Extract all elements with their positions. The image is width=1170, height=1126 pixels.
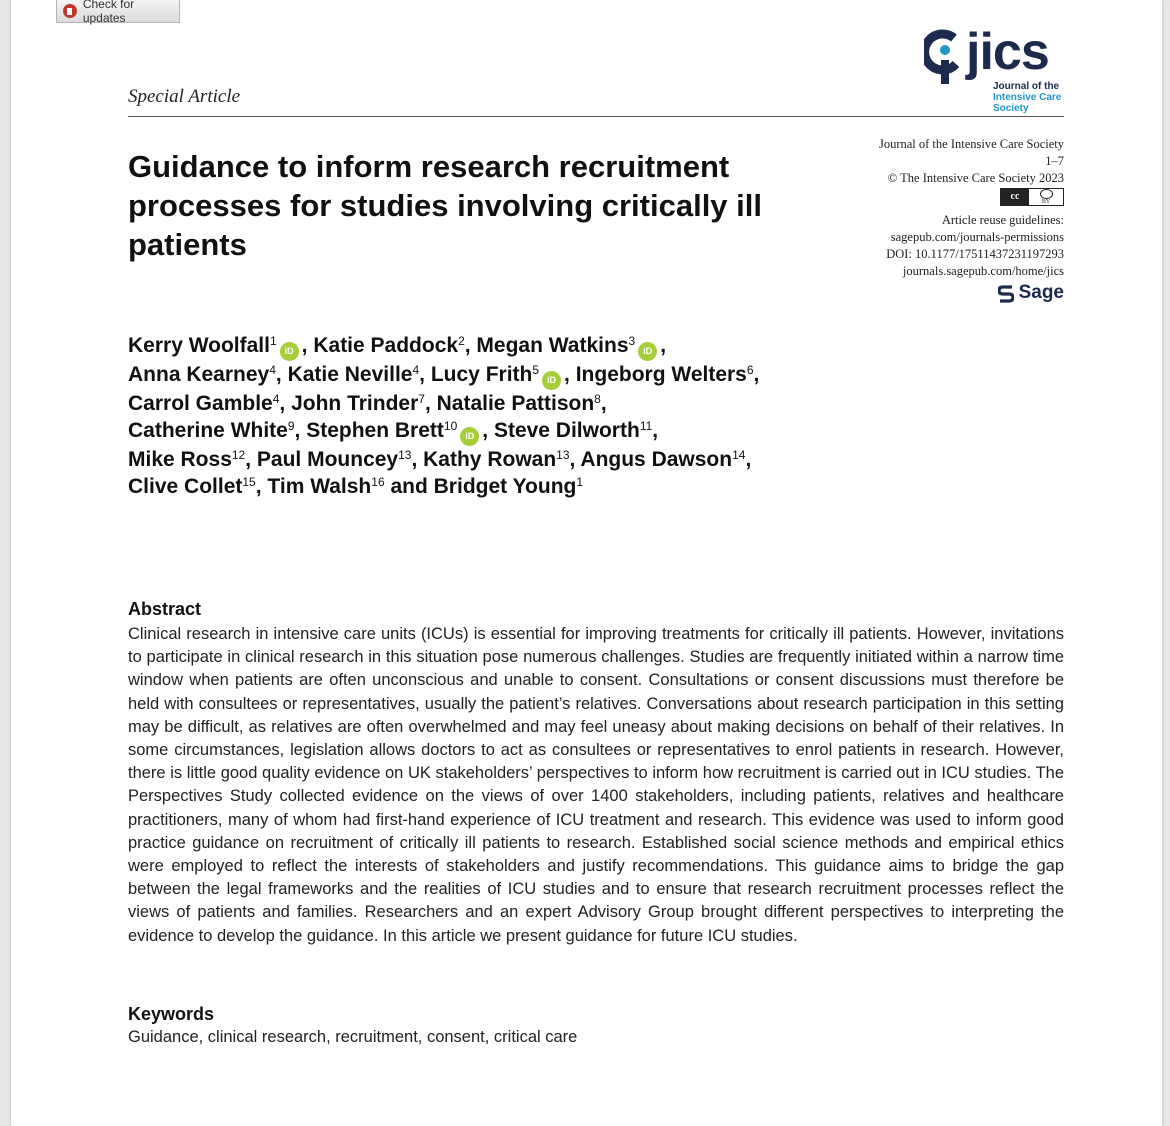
affiliation-number: 1 [576,475,584,490]
affiliation-number: 1 [269,334,277,348]
affiliation-number: 6 [746,363,754,377]
sage-logo [998,284,1064,304]
affiliation-number: 7 [418,392,425,406]
author [128,448,245,471]
orcid-icon[interactable]: iD [280,342,299,361]
author [431,363,564,386]
orcid-icon[interactable]: iD [542,371,561,390]
author [128,475,256,498]
author-name: Ingeborg Welters [575,363,747,386]
jics-wordmark: jics [966,23,1049,81]
cc-badge-label: cc [1001,189,1029,205]
author-name: Katie Paddock [313,334,459,357]
author-name: Clive Collet [128,475,243,499]
copyright: © The Intensive Care Society 2023 [887,170,1064,185]
doi[interactable]: DOI: 10.1177/17511437231197293 [886,246,1064,261]
author-name: Paul Mouncey [256,448,399,472]
author [288,363,420,386]
reuse-guidelines-label: Article reuse guidelines: [941,213,1064,228]
keywords-text: Guidance, clinical research, recruitment, consent, critical care [128,1028,578,1046]
jics-subtitle: Journal of the Intensive Care Society [993,81,1062,114]
author-name: Carrol Gamble [128,392,273,415]
sage-s-icon [998,284,1014,304]
author [580,448,745,471]
affiliation-number: 12 [231,448,246,463]
journal-name: Journal of the Intensive Care Society [878,137,1064,151]
affiliation-number: 11 [639,419,653,434]
author [291,392,425,415]
author [423,448,569,471]
affiliation-number: 4 [269,363,276,377]
author [434,475,583,498]
abstract-heading: Abstract [128,599,202,619]
article-metadata [804,136,1064,308]
affiliation-number: 14 [732,448,746,463]
affiliation-number: 4 [272,392,280,406]
affiliation-number: 4 [412,363,420,377]
permissions-link[interactable]: sagepub.com/journals-permissions [890,230,1064,245]
author-name: Anna Kearney [128,363,270,386]
cc-by-label: BY [1041,199,1051,206]
author-name: Steve Dilworth [493,419,640,443]
author [313,334,464,357]
affiliation-number: 13 [556,448,570,463]
affiliation-number: 15 [242,475,256,490]
author [494,419,652,442]
sage-wordmark: Sage [1018,282,1064,304]
author [257,448,412,471]
author-name: Catherine White [128,419,288,443]
jics-logo-icon [924,28,966,92]
page-range: 1–7 [1045,153,1064,168]
affiliation-number: 8 [594,392,601,406]
jics-logo [924,23,1069,118]
affiliation-number: 5 [532,363,540,377]
author-name: Tim Walsh [267,475,372,499]
keywords-heading: Keywords [128,1004,215,1024]
author-name: Lucy Frith [430,363,533,386]
cc-by-license-icon [1000,188,1064,206]
bookmark-icon [63,4,77,18]
affiliation-number: 3 [628,334,636,348]
author [576,363,754,386]
article-title: Guidance to inform research recruitment processes for studies involving critically ill patients [128,149,763,262]
author [437,392,601,415]
author-name: Katie Neville [287,363,413,386]
author [128,363,276,386]
affiliation-number: 10 [443,419,458,434]
author-name: Natalie Pattison [436,392,595,415]
orcid-icon[interactable]: iD [638,342,657,361]
author [306,419,482,442]
person-icon [1040,189,1053,199]
author-name: Megan Watkins [476,334,629,357]
author-name: Bridget Young [433,475,577,499]
author [128,334,302,357]
affiliation-number: 16 [371,475,385,490]
author-name: John Trinder [291,392,419,415]
affiliation-number: 9 [287,419,295,434]
author-name: Kathy Rowan [423,448,557,472]
author [128,392,279,415]
author [476,334,660,357]
author-name: Angus Dawson [580,448,733,472]
check-for-updates-button[interactable] [56,0,180,23]
affiliation-number: 13 [398,448,412,463]
article-type: Special Article [128,86,241,107]
abstract-text: Clinical research in intensive care units (ICUs) is essential for improving treatments for critically ill patients. However, invitations to participate in clinical research in this situation pose numerous challenges. Studies are frequently initiated within a narrow time window when patients are often unconscious and unable to consent. Consultations or consent discussions must therefore be held with consultees or representatives, usually the patient’s relatives. Conversations about research participation in this setting may be difficult, as relatives are often overwhelmed and may feel uneasy about making decisions on behalf of their relatives. In some circumstances, legislation allows doctors to act as consultees or representatives to enrol patients in research. However, there is little good quality evidence on UK stakeholders’ perspectives to inform how recruitment is carried out in ICU studies. The Perspectives Study collected evidence on the views of over 1400 stakeholders, including patients, relatives and healthcare practitioners, many of whom had first-hand experience of ICU treatment and research. This evidence was used to inform good practice guidance on recruitment of critically ill patients to research. Established social science methods and empirical ethics were employed to reflect the interests of stakeholders and justify recommendations. This guidance aims to bridge the gap between the legal frameworks and the realities of ICU studies and to ensure that research recruitment processes reflect the views of patients and families. Researchers and an expert Advisory Group brought different perspectives to interpreting the evidence to develop the guidance. In this article we present guidance for future ICU studies. [128,625,1064,945]
check-for-updates-label: Check for updates [82,0,135,25]
affiliation-number: 2 [458,334,465,348]
author [128,419,295,442]
author-list: Kerry Woolfall$^1$iD , Katie Paddock$^2$, Megan Watkins$^3$iD , Anna Kearney$^4$, Katie Neville$^4$, Lucy Frith$^5$iD , Ingeborg Welters$^6$, Carrol Gamble$^4$, John Trinder$^7$, Natalie Pattison$^8$, Catherine White$^9$, Stephen Brett$^{10}$iD , Steve Dilworth$^{11}$, Mike Ross$^{12}$, Paul Mouncey$^{13}$, Kathy Rowan$^{13}$, Angus Dawson$^{14}$, Clive Collet$^{15}$, Tim Walsh$^{16}$ and Bridget Young$^1$ [128,334,760,499]
author-name: Mike Ross [128,448,232,472]
journal-homepage-link[interactable]: journals.sagepub.com/home/jics [902,263,1064,278]
orcid-icon[interactable]: iD [460,427,479,446]
author-name: Kerry Woolfall [128,334,270,357]
author [267,475,384,498]
author-name: Stephen Brett [306,419,444,443]
